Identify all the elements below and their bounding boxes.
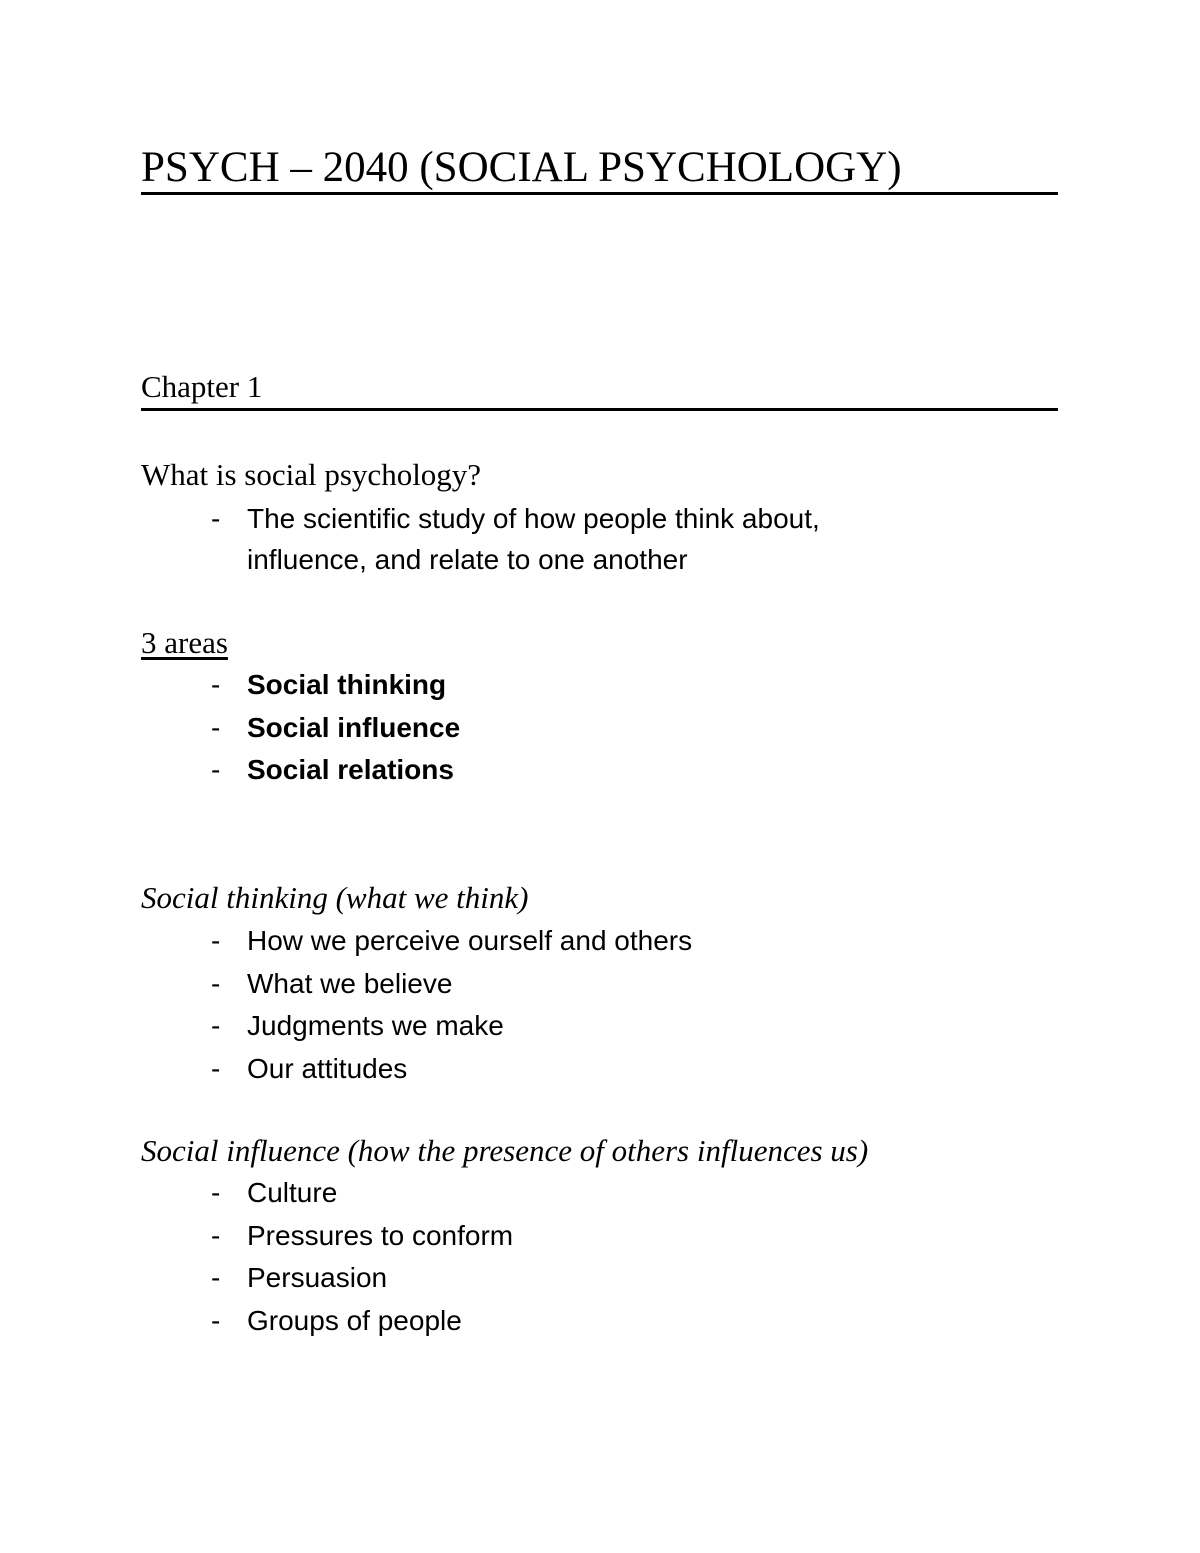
bullet-dash: - xyxy=(211,925,221,956)
list-item xyxy=(0,1005,1200,1048)
definition-list xyxy=(0,498,1200,583)
bullet-dash: - xyxy=(211,503,221,534)
page-title: PSYCH – 2040 (SOCIAL PSYCHOLOGY) xyxy=(141,144,902,191)
chapter-underline xyxy=(141,408,1058,411)
chapter-heading: Chapter 1 xyxy=(141,369,263,404)
bullet-dash: - xyxy=(211,1219,221,1251)
bullet-dash: - xyxy=(211,1010,221,1041)
list-item xyxy=(0,1172,1200,1215)
social-thinking-heading: Social thinking (what we think) xyxy=(141,880,529,915)
area-item-social-influence: Social influence xyxy=(247,711,461,743)
definition-text: The scientific study of how people think about, influence, and relate to one another xyxy=(247,503,820,575)
areas-heading xyxy=(141,622,228,664)
title-underline xyxy=(141,192,1058,195)
area-item-social-thinking: Social thinking xyxy=(247,669,447,700)
areas-heading-text: 3 areas xyxy=(141,625,228,660)
bullet-dash: - xyxy=(211,967,221,999)
list-item xyxy=(0,1215,1200,1258)
bullet-dash: - xyxy=(211,669,221,700)
list-item-text: Persuasion xyxy=(247,1262,388,1293)
list-item xyxy=(0,963,1200,1006)
list-item-text: What we believe xyxy=(247,967,453,999)
social-thinking-list xyxy=(0,920,1200,1090)
social-influence-list xyxy=(0,1172,1200,1342)
bullet-dash: - xyxy=(211,1262,221,1293)
definition-heading: What is social psychology? xyxy=(141,457,482,492)
list-item-text: Groups of people xyxy=(247,1304,462,1336)
list-item-text: Pressures to conform xyxy=(247,1219,514,1251)
list-item xyxy=(0,1257,1200,1300)
list-item xyxy=(0,1048,1200,1091)
list-item xyxy=(0,920,1200,963)
list-item-text: How we perceive ourself and others xyxy=(247,925,693,956)
bullet-dash: - xyxy=(211,711,221,743)
social-influence-heading: Social influence (how the presence of others influences us) xyxy=(141,1133,869,1168)
list-item xyxy=(0,749,1200,792)
areas-list xyxy=(0,664,1200,792)
list-item-text: Our attitudes xyxy=(247,1052,408,1084)
area-item-social-relations: Social relations xyxy=(247,754,454,785)
bullet-dash: - xyxy=(211,754,221,785)
list-item xyxy=(0,1300,1200,1343)
list-item xyxy=(0,664,1200,707)
list-item xyxy=(0,707,1200,750)
list-item-text: Culture xyxy=(247,1177,338,1208)
bullet-dash: - xyxy=(211,1052,221,1084)
list-item xyxy=(0,498,1200,583)
bullet-dash: - xyxy=(211,1304,221,1336)
list-item-text: Judgments we make xyxy=(247,1010,504,1041)
bullet-dash: - xyxy=(211,1177,221,1208)
